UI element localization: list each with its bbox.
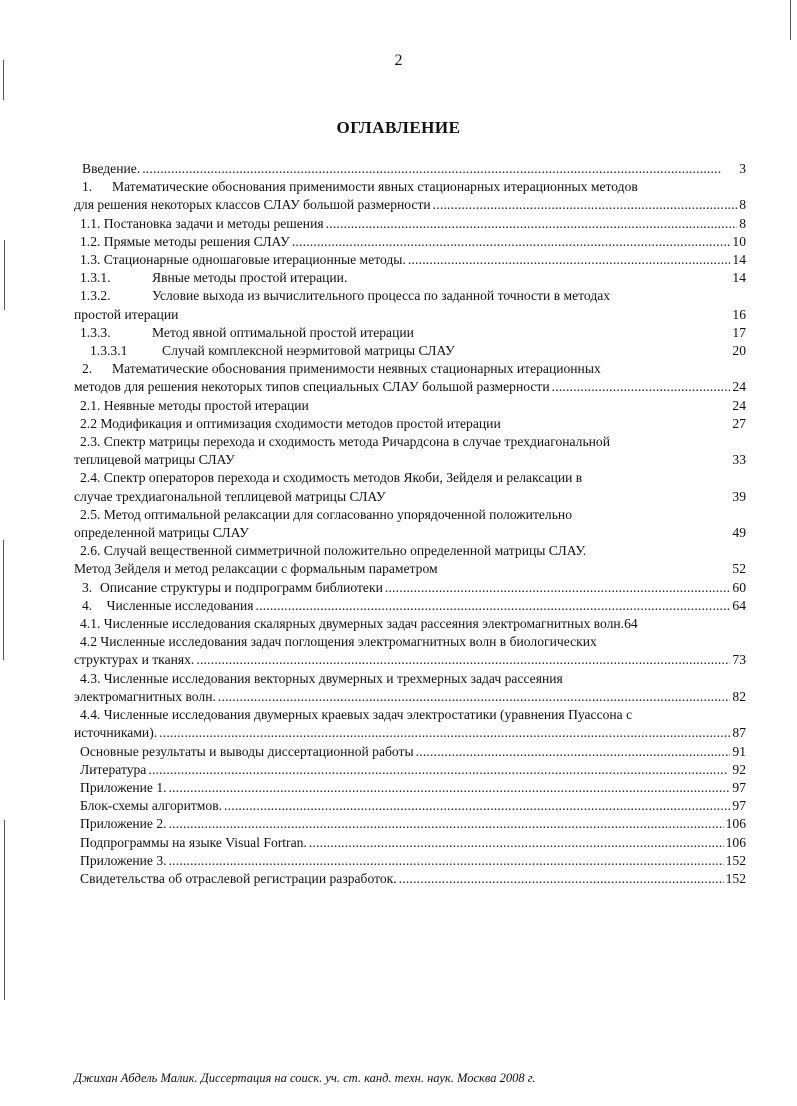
toc-entry-title: структурах и тканях. [74,652,195,668]
toc-entry-page: 14 [732,252,746,268]
toc-entry-page: 97 [732,798,746,814]
scan-artifact [3,60,4,100]
toc-entry [74,287,746,323]
toc-entry-number: 4. [82,597,93,613]
toc-entry-title: 1.1. Постановка задачи и методы решения [80,215,324,231]
toc-entry-title: 4.4. Численные исследования двумерных краевых задач электростатики (уравнения Пуассона с [80,707,633,723]
toc-entry [74,852,746,870]
dot-leader [408,251,731,269]
toc-entry-title: Условие выхода из вычислительного процесса по заданной точности в методах [152,288,611,304]
toc-entry-title: методов для решения некоторых типов специальных СЛАУ большой размерности [74,379,550,395]
toc-entry [74,215,746,233]
toc-entry [74,743,746,761]
toc-entry-title: Метод Зейделя и метод релаксации с формальным параметром [74,561,438,577]
dot-leader [196,651,730,669]
toc-entry-title: теплицевой матрицы СЛАУ [74,452,235,468]
toc-entry-number: 1. [82,179,93,195]
toc-entry-page: 20 [732,343,746,359]
dot-leader [218,688,731,706]
toc-entry-title: Численные исследования [106,597,254,613]
toc-entry-page: 97 [732,779,746,795]
toc-entry-title: электромагнитных волн. [74,688,216,704]
toc-entry [74,706,746,742]
toc-entry [74,360,746,396]
dot-leader [385,579,731,597]
toc-entry-title: 1.3. Стационарные одношаговые итерационные методы. [80,252,406,268]
dot-leader [142,160,737,178]
toc-entry-page: 106 [725,834,746,850]
toc-entry-title: Приложение 2. [80,816,167,832]
toc-entry [74,815,746,833]
toc-entry [74,779,746,797]
toc-entry-page: 64 [624,616,638,632]
toc-entry [74,269,746,287]
toc-entry [74,233,746,251]
toc-entry [74,178,746,214]
toc-entry [74,615,746,633]
toc-entry-page: 3 [739,161,746,176]
toc-entry-title: Метод явной оптимальной простой итерации [152,324,414,340]
toc-entry-title: 2.4. Спектр операторов перехода и сходимость методов Якоби, Зейделя и релаксации в [80,470,583,486]
toc-entry-title: Явные методы простой итерации. [152,270,348,286]
toc-entry-number: 1.3.1. [80,270,111,286]
toc-entry [74,342,746,360]
toc-entry-title: случае трехдиагональной теплицевой матрицы СЛАУ [74,488,386,504]
scan-artifact [3,540,4,660]
toc-entry-page: 152 [725,870,746,886]
page-number: 2 [394,52,403,69]
toc-entry-page: 17 [732,324,746,340]
dot-leader [169,852,724,870]
toc-entry [74,542,746,578]
toc-entry-page: 33 [732,452,746,468]
toc-entry-number: 3. [82,579,93,595]
toc-entry-title: простой итерации [74,306,179,322]
toc-entry [74,633,746,669]
toc-entry-title: 2.2 Модификация и оптимизация сходимости методов простой итерации [80,415,501,431]
toc-entry-title: Основные результаты и выводы диссертационной работы [80,743,414,759]
dot-leader [309,834,724,852]
toc-entry-page: 49 [732,525,746,541]
toc-entry [74,415,746,433]
toc-entry-page: 24 [732,379,746,395]
toc-entry [74,761,746,779]
toc-entry-number: 1.3.3.1 [90,343,128,359]
toc-entry-page: 106 [725,816,746,832]
toc-entry-title: 2.3. Спектр матрицы перехода и сходимость метода Ричардсона в случае трехдиагональной [80,434,611,450]
toc-entry [74,397,746,415]
toc-entry-page: 82 [732,688,746,704]
toc-entry-title: 4.1. Численные исследования скалярных двумерных задач рассеяния электромагнитных волн. [80,616,625,632]
toc-entry-title: 2.1. Неявные методы простой итерации [80,397,309,413]
toc-entry-title: 4.2 Численные исследования задач поглощения электромагнитных волн в биологических [80,634,597,650]
toc-entry [74,251,746,269]
dot-leader [159,724,730,742]
toc-entry-page: 60 [732,579,746,595]
scan-artifact [4,820,5,1000]
toc-entry-number: 1.3.3. [80,324,111,340]
toc-entry-title: Случай комплексной неэрмитовой матрицы СЛАУ [162,343,455,359]
table-of-contents [74,160,746,888]
toc-entry-page: 91 [732,743,746,759]
dot-leader [169,779,731,797]
toc-entry [74,324,746,342]
toc-entry-page: 64 [732,597,746,613]
toc-entry-page: 39 [732,488,746,504]
toc-entry [74,469,746,505]
toc-entry [74,506,746,542]
toc-entry-page: 14 [732,270,746,286]
dot-leader [326,215,738,233]
toc-entry-title: для решения некоторых классов СЛАУ большой размерности [74,197,431,213]
toc-entry-title: Литература [80,761,147,777]
dot-leader [148,761,730,779]
toc-entry-page: 16 [732,306,746,322]
dot-leader [399,870,724,888]
toc-entry-title: Приложение 1. [80,779,167,795]
dot-leader [552,378,731,396]
toc-entry [74,160,746,178]
toc-entry-title: 1.2. Прямые методы решения СЛАУ [80,233,290,249]
toc-entry-title: 2.5. Метод оптимальной релаксации для согласованно упорядоченной положительно [80,506,572,522]
toc-entry-page: 73 [732,652,746,668]
dot-leader [169,815,724,833]
toc-entry [74,870,746,888]
toc-entry-title: Блок-схемы алгоритмов. [80,798,223,814]
toc-entry [74,797,746,815]
dot-leader [292,233,731,251]
toc-entry-title: Математические обоснования применимости явных стационарных итерационных методов [112,179,638,195]
toc-entry-title: 4.3. Численные исследования векторных двумерных и трехмерных задач рассеяния [80,670,563,686]
toc-entry-title: Подпрограммы на языке Visual Fortran. [80,834,307,850]
scan-artifact [790,0,791,40]
toc-entry-title: Математические обоснования применимости неявных стационарных итерационных [112,361,601,377]
footer-citation: Джихан Абдель Малик. Диссертация на соиск. уч. ст. канд. техн. наук. Москва 2008 г. [74,1071,536,1085]
dot-leader [256,597,731,615]
dot-leader [433,196,738,214]
toc-entry-title: Описание структуры и подпрограмм библиотеки [99,579,383,595]
toc-entry-title: Приложение 3. [80,852,167,868]
dot-leader [416,743,731,761]
toc-entry-page: 10 [732,233,746,249]
toc-entry-page: 24 [732,397,746,413]
toc-entry [74,670,746,706]
toc-entry-title: источниками). [74,725,158,741]
toc-entry-title: Введение. [82,161,141,176]
scan-artifact [4,240,5,310]
toc-entry-title: определенной матрицы СЛАУ [74,525,249,541]
toc-entry-page: 8 [739,197,746,213]
toc-entry-page: 8 [739,215,746,231]
toc-entry-page: 152 [725,852,746,868]
toc-entry [74,597,746,615]
toc-entry [74,433,746,469]
toc-title: ОГЛАВЛЕНИЕ [336,118,461,137]
toc-entry-page: 52 [732,561,746,577]
dot-leader [224,797,730,815]
toc-entry-title: 2.6. Случай вещественной симметричной положительно определенной матрицы СЛАУ. [80,543,587,559]
toc-entry-number: 1.3.2. [80,288,111,304]
toc-entry-page: 87 [732,725,746,741]
toc-entry [74,834,746,852]
toc-entry-number: 2. [82,361,93,377]
toc-entry-page: 27 [732,415,746,431]
toc-entry-page: 92 [732,761,746,777]
toc-entry [74,579,746,597]
toc-entry-title: Свидетельства об отраслевой регистрации разработок. [80,870,397,886]
